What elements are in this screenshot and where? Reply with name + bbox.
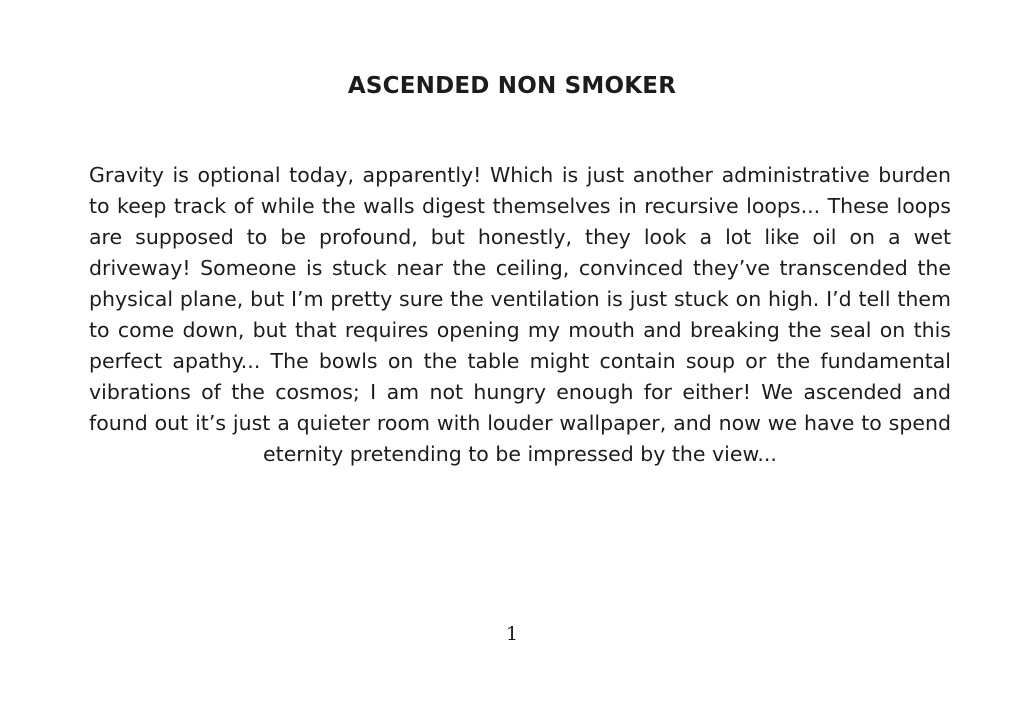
page-title: ASCENDED NON SMOKER — [347, 73, 677, 99]
page-number: 1 — [505, 623, 519, 645]
body-paragraph: Gravity is optional today, apparently! Which is just another administrative burden to keep track of while the walls digest themselves in recursive loops... These loops are supposed to be profound, but honestly, they look a lot like oil on a wet driveway! Someone is stuck near the ceiling, convinced they’ve transcended the physical plane, but I’m pretty sure the ventilation is just stuck on high. I’d tell them to come down, but that requires opening my mouth and breaking the seal on this perfect apathy... The bowls on the table might contain soup or the fundamental vibrations of the cosmos; I am not hungry enough for either! We ascended and found out it’s just a quieter room with louder wallpaper, and now we have to spend eternity pretending to be impressed by the view... — [89, 163, 951, 466]
